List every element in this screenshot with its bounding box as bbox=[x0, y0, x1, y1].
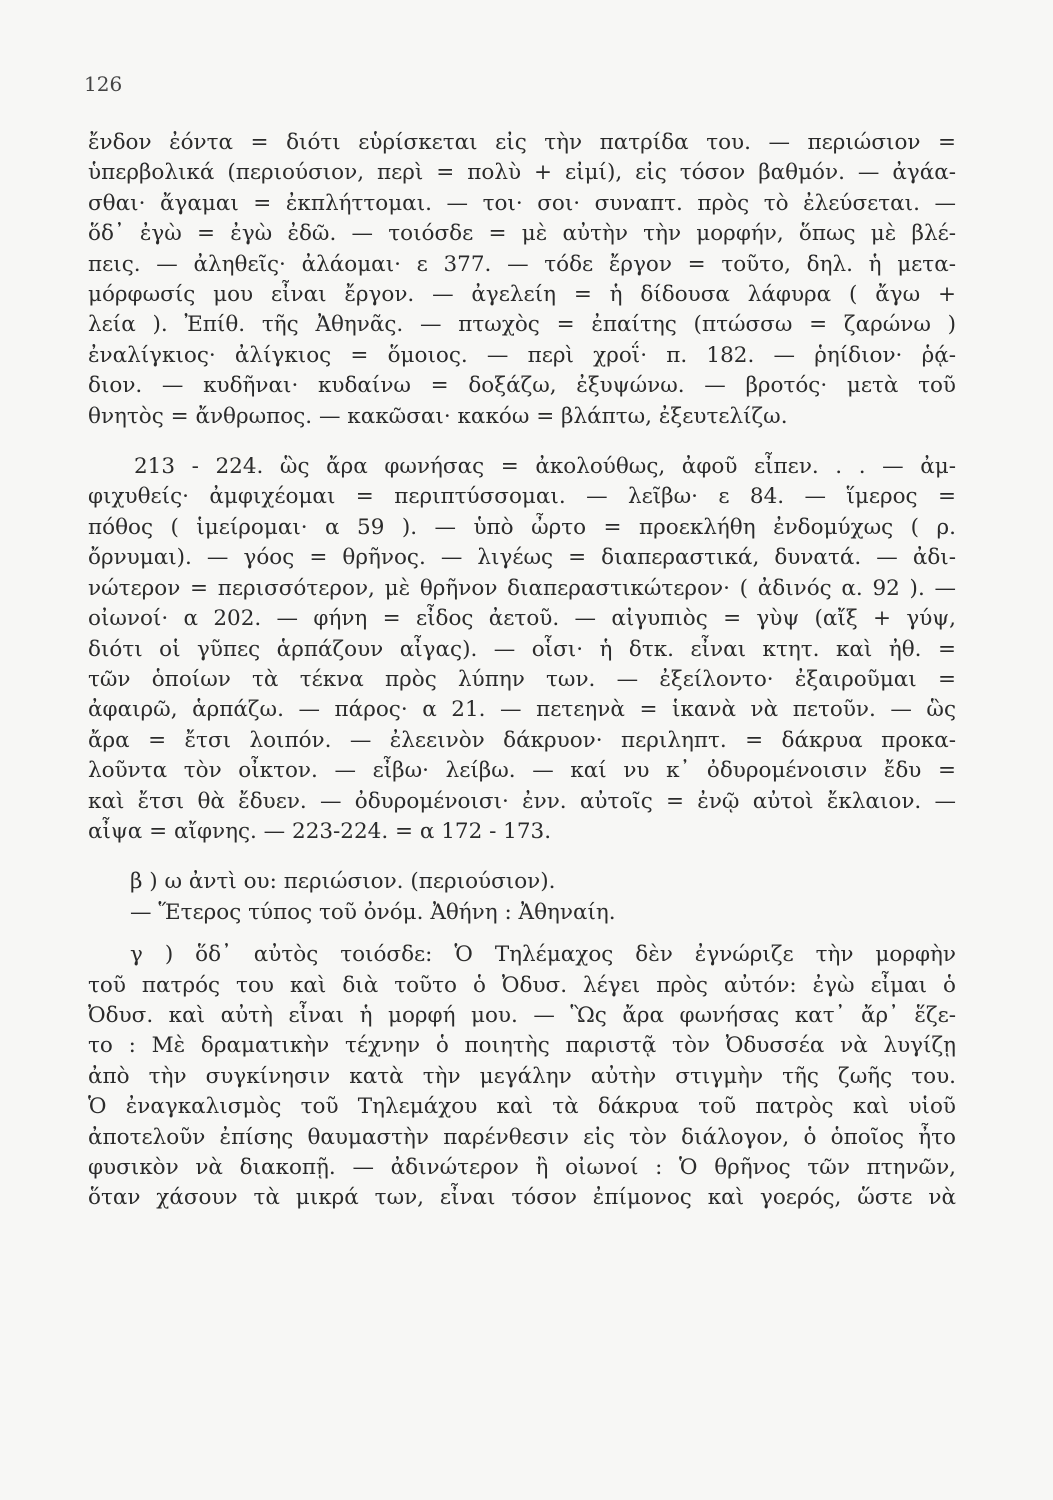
text-line: φιχυθείς· ἀμφιχέομαι = περιπτύσσομαι. — λεῖβω· ε 84. — ἵμερος = bbox=[88, 484, 956, 510]
text-line: μόρφωσίς μου εἶναι ἔργον. — ἀγελείη = ἡ δίδουσα λάφυρα ( ἄγω + bbox=[88, 282, 956, 308]
text-line: το : Μὲ δραματικὴν τέχνην ὁ ποιητὴς παριστᾷ τὸν Ὀδυσσέα νὰ λυγίζῃ bbox=[88, 1033, 956, 1059]
text-line: καὶ ἔτσι θὰ ἔδυεν. — ὀδυρομένοισι· ἐνν. αὐτοῖς = ἐνῷ αὐτοὶ ἔκλαιον. — bbox=[88, 788, 956, 814]
text-line: οἰωνοί· α 202. — φήνη = εἶδος ἀετοῦ. — αἰγυπιὸς = γὺψ (αἴξ + γύψ, bbox=[88, 606, 956, 632]
text-line: ὑπερβολικά (περιούσιον, περὶ = πολὺ + εἰμί), εἰς τόσον βαθμόν. — ἀγάα- bbox=[88, 160, 956, 186]
text-line: — Ἕτερος τύπος τοῦ ὀνόμ. Ἀθήνη : Ἀθηναίη. bbox=[130, 899, 616, 925]
text-line: διότι οἱ γῦπες ἁρπάζουν αἶγας). — οἷσι· ἡ δτκ. εἶναι κτητ. καὶ ἠθ. = bbox=[88, 636, 956, 662]
text-line: διον. — κυδῆναι· κυδαίνω = δοξάζω, ἐξυψώνω. — βροτός· μετὰ τοῦ bbox=[88, 373, 956, 399]
text-line: αἶψα = αἴφνης. — 223-224. = α 172 - 173. bbox=[88, 818, 552, 844]
text-line: λοῦντα τὸν οἶκτον. — εἶβω· λείβω. — καί νυ κ᾽ ὀδυρομένοισιν ἔδυ = bbox=[88, 758, 956, 784]
text-line: Ὁ ἐναγκαλισμὸς τοῦ Τηλεμάχου καὶ τὰ δάκρυα τοῦ πατρὸς καὶ υἱοῦ bbox=[88, 1094, 956, 1120]
paragraph-note-b bbox=[88, 867, 956, 928]
paragraph-213-224 bbox=[88, 452, 956, 847]
text-line: ὅταν χάσουν τὰ μικρά των, εἶναι τόσον ἐπίμονος καὶ γοερός, ὥστε νὰ bbox=[88, 1185, 956, 1211]
text-line: ὄρνυμαι). — γόος = θρῆνος. — λιγέως = διαπεραστικά, δυνατά. — ἀδι- bbox=[88, 545, 956, 571]
paragraph-note-c bbox=[88, 940, 956, 1214]
text-line: τοῦ πατρός του καὶ διὰ τοῦτο ὁ Ὀδυσ. λέγει πρὸς αὐτόν: ἐγὼ εἶμαι ὁ bbox=[88, 972, 956, 998]
paragraph-glossary bbox=[88, 128, 956, 432]
text-line: θνητὸς = ἄνθρωπος. — κακῶσαι· κακόω = βλάπτω, ἐξευτελίζω. bbox=[88, 403, 788, 429]
text-line: γ ) ὅδ᾽ αὐτὸς τοιόσδε: Ὁ Τηλέμαχος δὲν ἐγνώριζε τὴν μορφὴν bbox=[130, 942, 956, 968]
text-line: ἀποτελοῦν ἐπίσης θαυμαστὴν παρένθεσιν εἰς τὸν διάλογον, ὁ ὁποῖος ἦτο bbox=[88, 1124, 956, 1150]
text-line: 213 - 224. ὣς ἄρα φωνήσας = ἀκολούθως, ἀφοῦ εἶπεν. . . — ἀμ- bbox=[134, 454, 956, 480]
text-line: ἀπὸ τὴν συγκίνησιν κατὰ τὴν μεγάλην αὐτὴν στιγμὴν τῆς ζωῆς του. bbox=[88, 1063, 956, 1089]
text-line: ἄρα = ἔτσι λοιπόν. — ἐλεεινὸν δάκρυον· περιληπτ. = δάκρυα προκα- bbox=[88, 727, 956, 753]
text-line: β ) ω ἀντὶ ου: περιώσιον. (περιούσιον). bbox=[130, 869, 556, 895]
text-line: τῶν ὁποίων τὰ τέκνα πρὸς λύπην των. — ἐξείλοντο· ἐξαιροῦμαι = bbox=[88, 666, 956, 692]
text-line: σθαι· ἄγαμαι = ἐκπλήττομαι. — τοι· σοι· συναπτ. πρὸς τὸ ἐλεύσεται. — bbox=[88, 190, 956, 216]
text-line: ἔνδον ἐόντα = διότι εὑρίσκεται εἰς τὴν πατρίδα του. — περιώσιον = bbox=[88, 130, 956, 155]
text-line: ὅδ᾽ ἐγὼ = ἐγὼ ἐδῶ. — τοιόσδε = μὲ αὐτὴν τὴν μορφήν, ὅπως μὲ βλέ- bbox=[88, 221, 956, 247]
page-number: 126 bbox=[84, 72, 123, 96]
text-line: νώτερον = περισσότερον, μὲ θρῆνον διαπεραστικώτερον· ( ἀδινός α. 92 ). — bbox=[88, 575, 956, 601]
text-line: πόθος ( ἱμείρομαι· α 59 ). — ὑπὸ ὦρτο = προεκλήθη ἐνδομύχως ( ρ. bbox=[88, 514, 956, 540]
commentary-text bbox=[88, 128, 956, 1214]
text-line: ἀφαιρῶ, ἁρπάζω. — πάρος· α 21. — πετεηνὰ = ἱκανὰ νὰ πετοῦν. — ὣς bbox=[88, 697, 956, 723]
text-line: λεία ). Ἐπίθ. τῆς Ἀθηνᾶς. — πτωχὸς = ἐπαίτης (πτώσσω = ζαρώνω ) bbox=[88, 312, 956, 338]
text-line: Ὀδυσ. καὶ αὐτὴ εἶναι ἡ μορφή μου. — Ὣς ἄρα φωνήσας κατ᾽ ἄρ᾽ ἕζε- bbox=[88, 1002, 956, 1028]
text-line: πεις. — ἀληθεῖς· ἀλάομαι· ε 377. — τόδε ἔργον = τοῦτο, δηλ. ἡ μετα- bbox=[88, 251, 956, 277]
text-line: ἐναλίγκιος· ἀλίγκιος = ὅμοιος. — περὶ χροΐ· π. 182. — ῥηίδιον· ῥᾴ- bbox=[88, 342, 956, 368]
text-line: φυσικὸν νὰ διακοπῇ. — ἀδινώτερον ἢ οἰωνοί : Ὁ θρῆνος τῶν πτηνῶν, bbox=[88, 1155, 956, 1180]
